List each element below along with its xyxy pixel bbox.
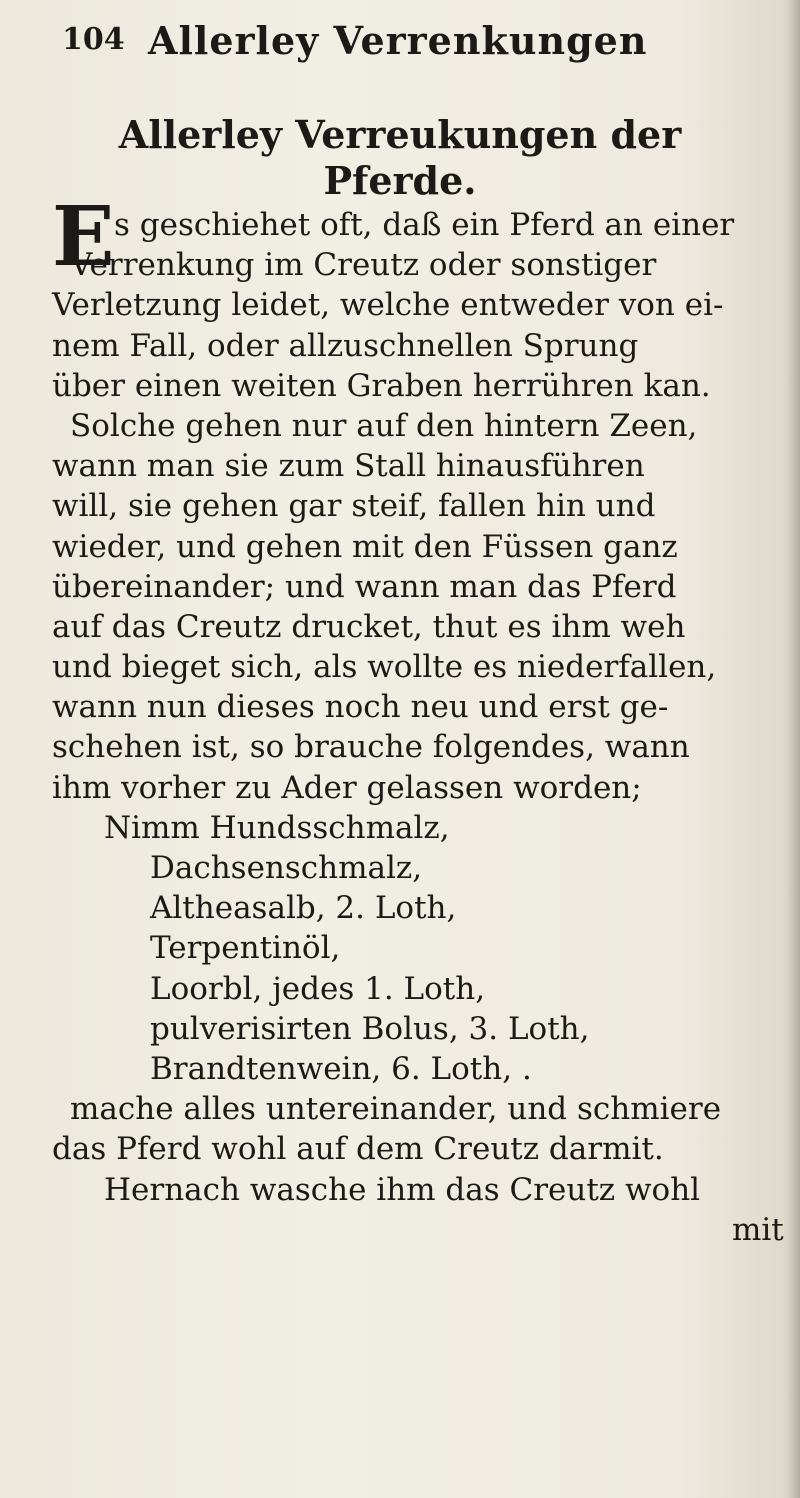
text-line: mache alles untereinander, und schmiere: [70, 1091, 722, 1128]
page-edge-shadow: [786, 0, 800, 1498]
text-line: das Pferd wohl auf dem Creutz darmit.: [52, 1131, 664, 1168]
text-line: Verletzung leidet, welche entweder von ei-: [52, 287, 724, 324]
catchword: mit: [732, 1211, 784, 1248]
text-line: will, sie gehen gar steif, fallen hin und: [52, 488, 656, 525]
body-text: [52, 205, 784, 1250]
text-line: wann man sie zum Stall hinausführen: [52, 448, 645, 485]
page-number: 104: [62, 22, 125, 57]
text-line: s geschiehet oft, daß ein Pferd an einer: [114, 207, 735, 243]
text-line: ihm vorher zu Ader gelassen worden;: [52, 769, 642, 806]
text-line: schehen ist, so brauche folgendes, wann: [52, 729, 690, 766]
recipe-line: Brandtenwein, 6. Loth, .: [150, 1050, 532, 1087]
section-heading-line-2: Pferde.: [323, 158, 477, 203]
running-head: [62, 18, 762, 68]
drop-cap-initial: E: [52, 189, 115, 285]
recipe-line: Nimm Hundsschmalz,: [104, 809, 450, 846]
section-heading-line-1: Allerley Verreukungen der: [118, 112, 682, 157]
recipe-line: Dachsenschmalz,: [150, 850, 423, 886]
text-line: über einen weiten Graben herrühren kan.: [52, 367, 711, 404]
text-line: wann nun dieses noch neu und erst ge-: [52, 689, 669, 726]
text-line: Hernach wasche ihm das Creutz wohl: [104, 1171, 701, 1208]
text-line: nem Fall, oder allzuschnellen Sprung: [52, 327, 639, 364]
text-line: Solche gehen nur auf den hintern Zeen,: [70, 407, 698, 444]
recipe-line: pulverisirten Bolus, 3. Loth,: [150, 1010, 590, 1047]
text-line: wieder, und gehen mit den Füssen ganz: [52, 528, 678, 565]
recipe-line: Altheasalb, 2. Loth,: [150, 890, 457, 927]
text-line: und bieget sich, als wollte es niederfallen,: [52, 649, 717, 686]
text-line: übereinander; und wann man das Pferd: [52, 568, 677, 605]
recipe-line: Terpentinöl,: [150, 930, 341, 967]
text-line: auf das Creutz drucket, thut es ihm weh: [52, 608, 686, 645]
running-head-title: Allerley Verrenkungen: [148, 18, 648, 63]
recipe-line: Loorbl, jedes 1. Loth,: [150, 970, 486, 1007]
text-line: Verrenkung im Creutz oder sonstiger: [70, 247, 657, 284]
